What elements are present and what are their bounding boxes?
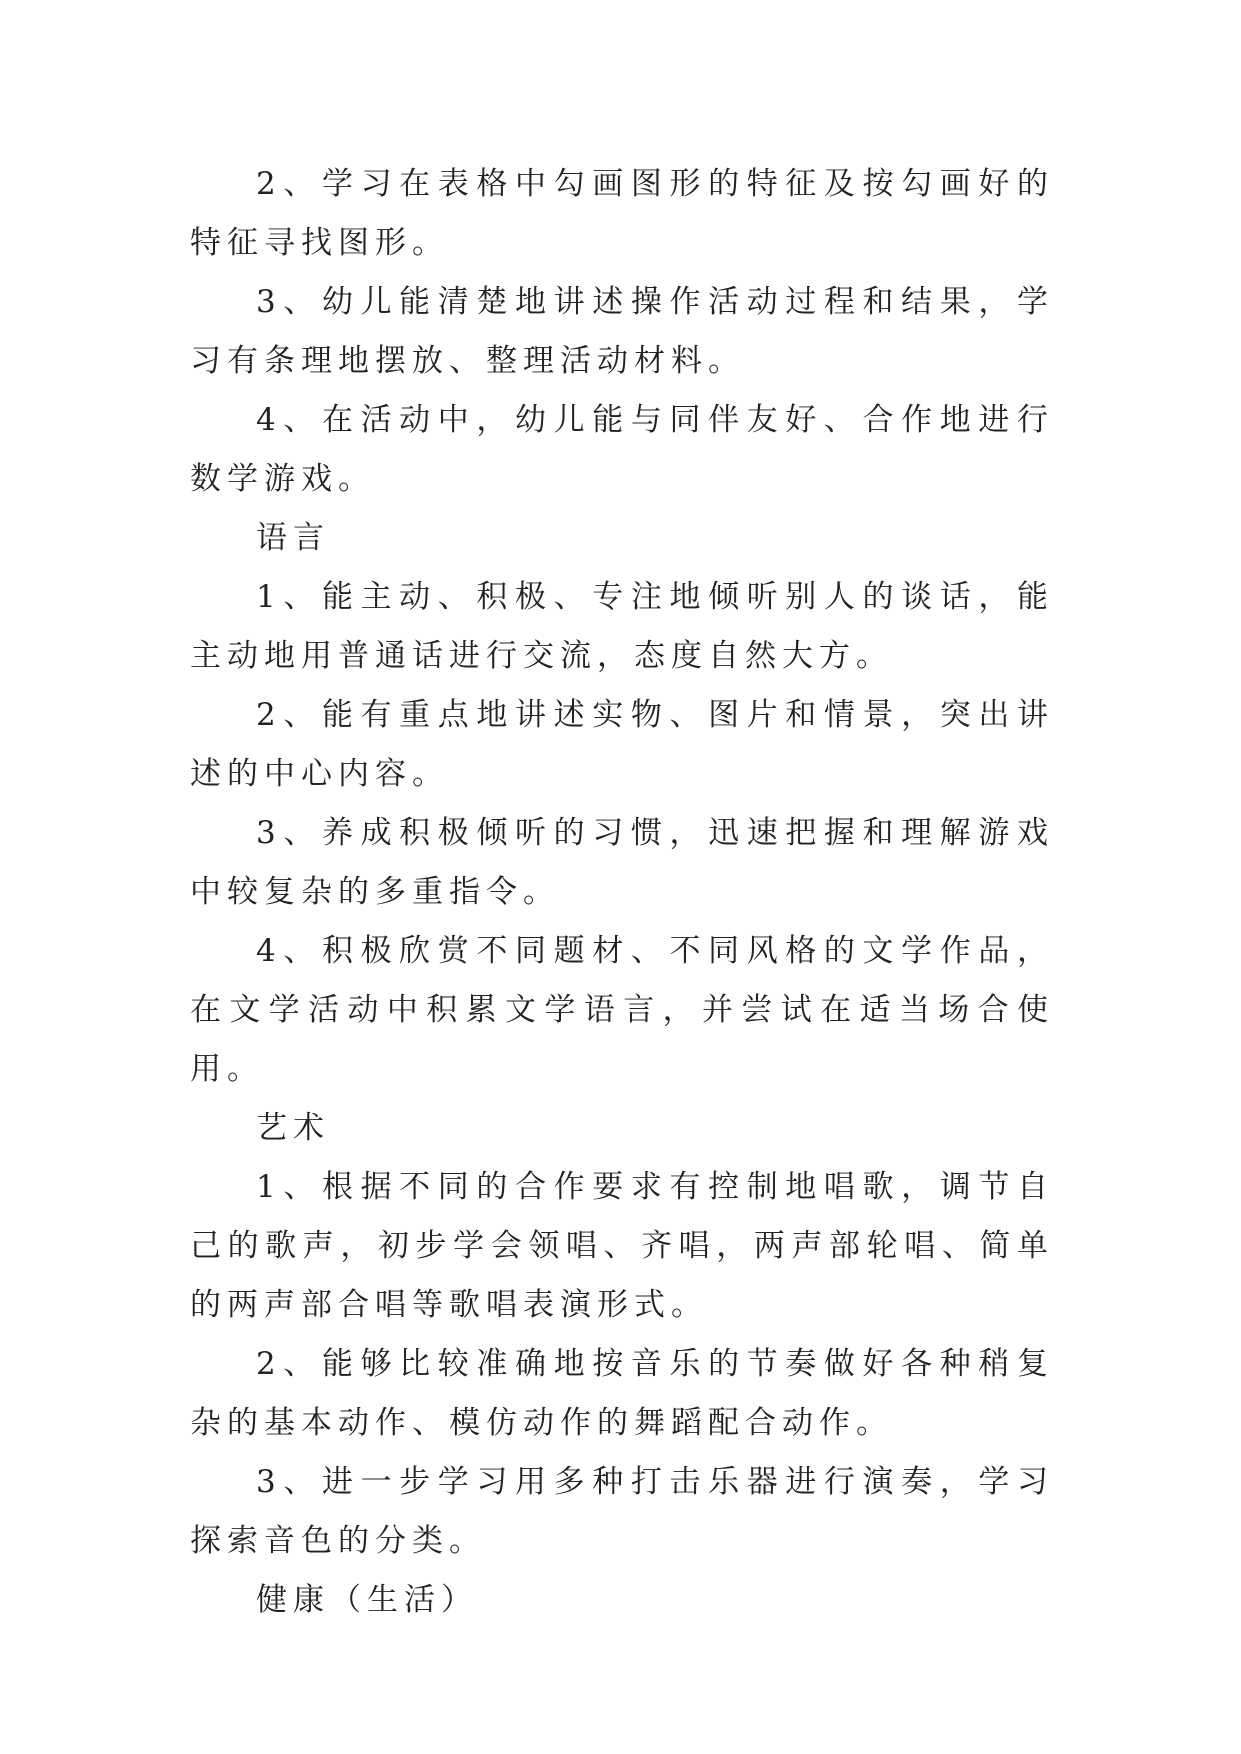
list-item: 1、根据不同的合作要求有控制地唱歌，调节自己的歌声，初步学会领唱、齐唱，两声部轮唱、简单的两声部合唱等歌唱表演形式。 — [190, 1169, 1054, 1323]
section-heading-art: 艺术 — [256, 1110, 330, 1146]
list-item: 3、幼儿能清楚地讲述操作活动过程和结果，学习有条理地摆放、整理活动材料。 — [190, 284, 1054, 379]
list-item: 2、能有重点地讲述实物、图片和情景，突出讲述的中心内容。 — [190, 697, 1054, 792]
section-heading-health: 健康（生活） — [256, 1582, 478, 1618]
list-item: 2、学习在表格中勾画图形的特征及按勾画好的特征寻找图形。 — [190, 166, 1054, 261]
document-body — [190, 155, 1054, 1630]
list-item: 3、进一步学习用多种打击乐器进行演奏，学习探索音色的分类。 — [190, 1464, 1054, 1559]
list-item: 2、能够比较准确地按音乐的节奏做好各种稍复杂的基本动作、模仿动作的舞蹈配合动作。 — [190, 1346, 1054, 1441]
list-item: 4、在活动中，幼儿能与同伴友好、合作地进行数学游戏。 — [190, 402, 1054, 497]
list-item: 4、积极欣赏不同题材、不同风格的文学作品，在文学活动中积累文学语言，并尝试在适当场合使用。 — [190, 933, 1054, 1087]
list-item: 1、能主动、积极、专注地倾听别人的谈话，能主动地用普通话进行交流，态度自然大方。 — [190, 579, 1054, 674]
list-item: 3、养成积极倾听的习惯，迅速把握和理解游戏中较复杂的多重指令。 — [190, 815, 1054, 910]
section-heading-language: 语言 — [256, 520, 330, 556]
